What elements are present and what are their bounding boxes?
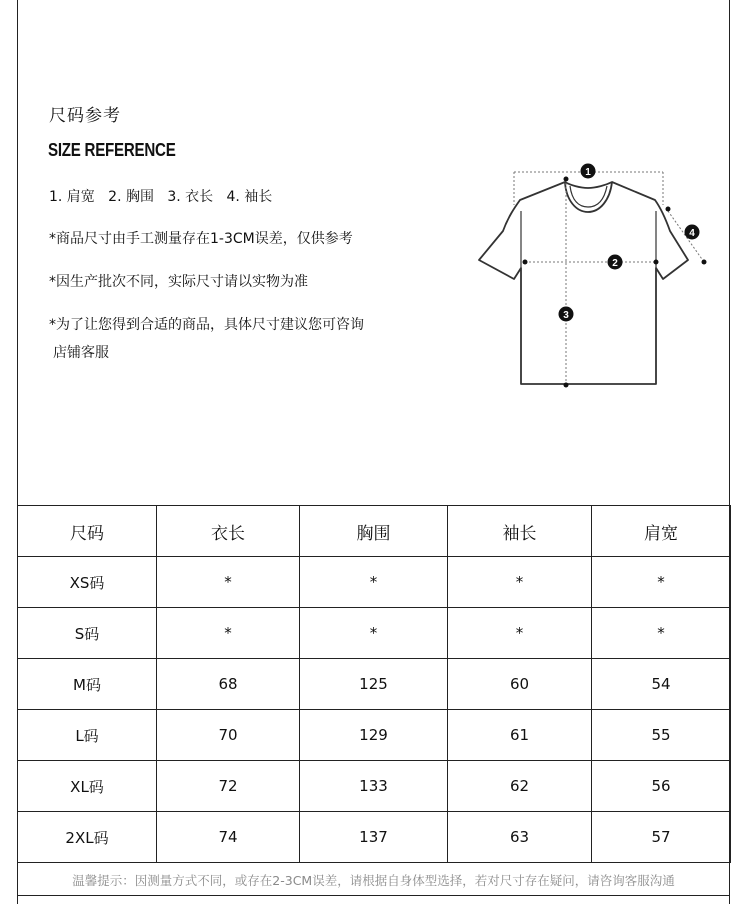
table-cell: * (300, 608, 448, 659)
table-cell: * (448, 557, 592, 608)
marker-2-badge (608, 255, 623, 270)
title-cn: 尺码参考 (49, 106, 121, 126)
table-row (18, 812, 731, 863)
table-cell: 62 (448, 761, 592, 812)
marker-1-label: 1 (585, 167, 591, 178)
marker-3-label: 3 (563, 310, 569, 321)
header-shoulder: 肩宽 (592, 506, 731, 557)
header-sleeve: 袖长 (448, 506, 592, 557)
table-row (18, 659, 731, 710)
header-size: 尺码 (18, 506, 157, 557)
header-chest: 胸围 (300, 506, 448, 557)
table-cell: 68 (157, 659, 300, 710)
table-cell: 125 (300, 659, 448, 710)
table-cell: 57 (592, 812, 731, 863)
table-row (18, 608, 731, 659)
table-cell: 2XL码 (18, 812, 157, 863)
table-cell: * (448, 608, 592, 659)
table-row (18, 710, 731, 761)
table-cell: 61 (448, 710, 592, 761)
table-cell: * (592, 608, 731, 659)
table-cell: 129 (300, 710, 448, 761)
header-length: 衣长 (157, 506, 300, 557)
tshirt-outline (479, 182, 688, 384)
table-cell: XL码 (18, 761, 157, 812)
table-cell: 55 (592, 710, 731, 761)
table-cell: 60 (448, 659, 592, 710)
measure-lines (514, 172, 704, 384)
table-cell: * (592, 557, 731, 608)
table-cell: 70 (157, 710, 300, 761)
table-cell: 72 (157, 761, 300, 812)
measure-points (523, 177, 707, 388)
table-cell: M码 (18, 659, 157, 710)
table-cell: 56 (592, 761, 731, 812)
marker-4-badge (685, 225, 700, 240)
marker-3-badge (559, 307, 574, 322)
table-cell: * (157, 557, 300, 608)
measure-legend: 1. 肩宽 2. 胸围 3. 衣长 4. 袖长 (49, 189, 273, 205)
table-row (18, 557, 731, 608)
table-cell: L码 (18, 710, 157, 761)
size-table (17, 505, 731, 863)
marker-2-label: 2 (612, 258, 618, 269)
note-consult-cont: 店铺客服 (53, 345, 109, 361)
table-cell: * (157, 608, 300, 659)
table-cell: XS码 (18, 557, 157, 608)
table-cell: S码 (18, 608, 157, 659)
title-en: SIZE REFERENCE (48, 140, 176, 160)
note-batch: *因生产批次不同，实际尺寸请以实物为准 (49, 274, 308, 290)
marker-4-label: 4 (689, 228, 695, 239)
table-row (18, 761, 731, 812)
table-cell: 63 (448, 812, 592, 863)
note-consult: *为了让您得到合适的商品，具体尺寸建议您可咨询 (49, 317, 364, 333)
note-error: *商品尺寸由手工测量存在1-3CM误差，仅供参考 (49, 231, 353, 247)
table-cell: * (300, 557, 448, 608)
tshirt-diagram (470, 155, 715, 400)
table-cell: 133 (300, 761, 448, 812)
table-cell: 54 (592, 659, 731, 710)
table-cell: 74 (157, 812, 300, 863)
measurement-tip: 温馨提示：因测量方式不同，或存在2-3CM误差，请根据自身体型选择，若对尺寸存在疑问，请咨询客服沟通 (17, 864, 730, 896)
marker-1-badge (581, 164, 596, 179)
table-cell: 137 (300, 812, 448, 863)
table-header-row (18, 506, 731, 557)
